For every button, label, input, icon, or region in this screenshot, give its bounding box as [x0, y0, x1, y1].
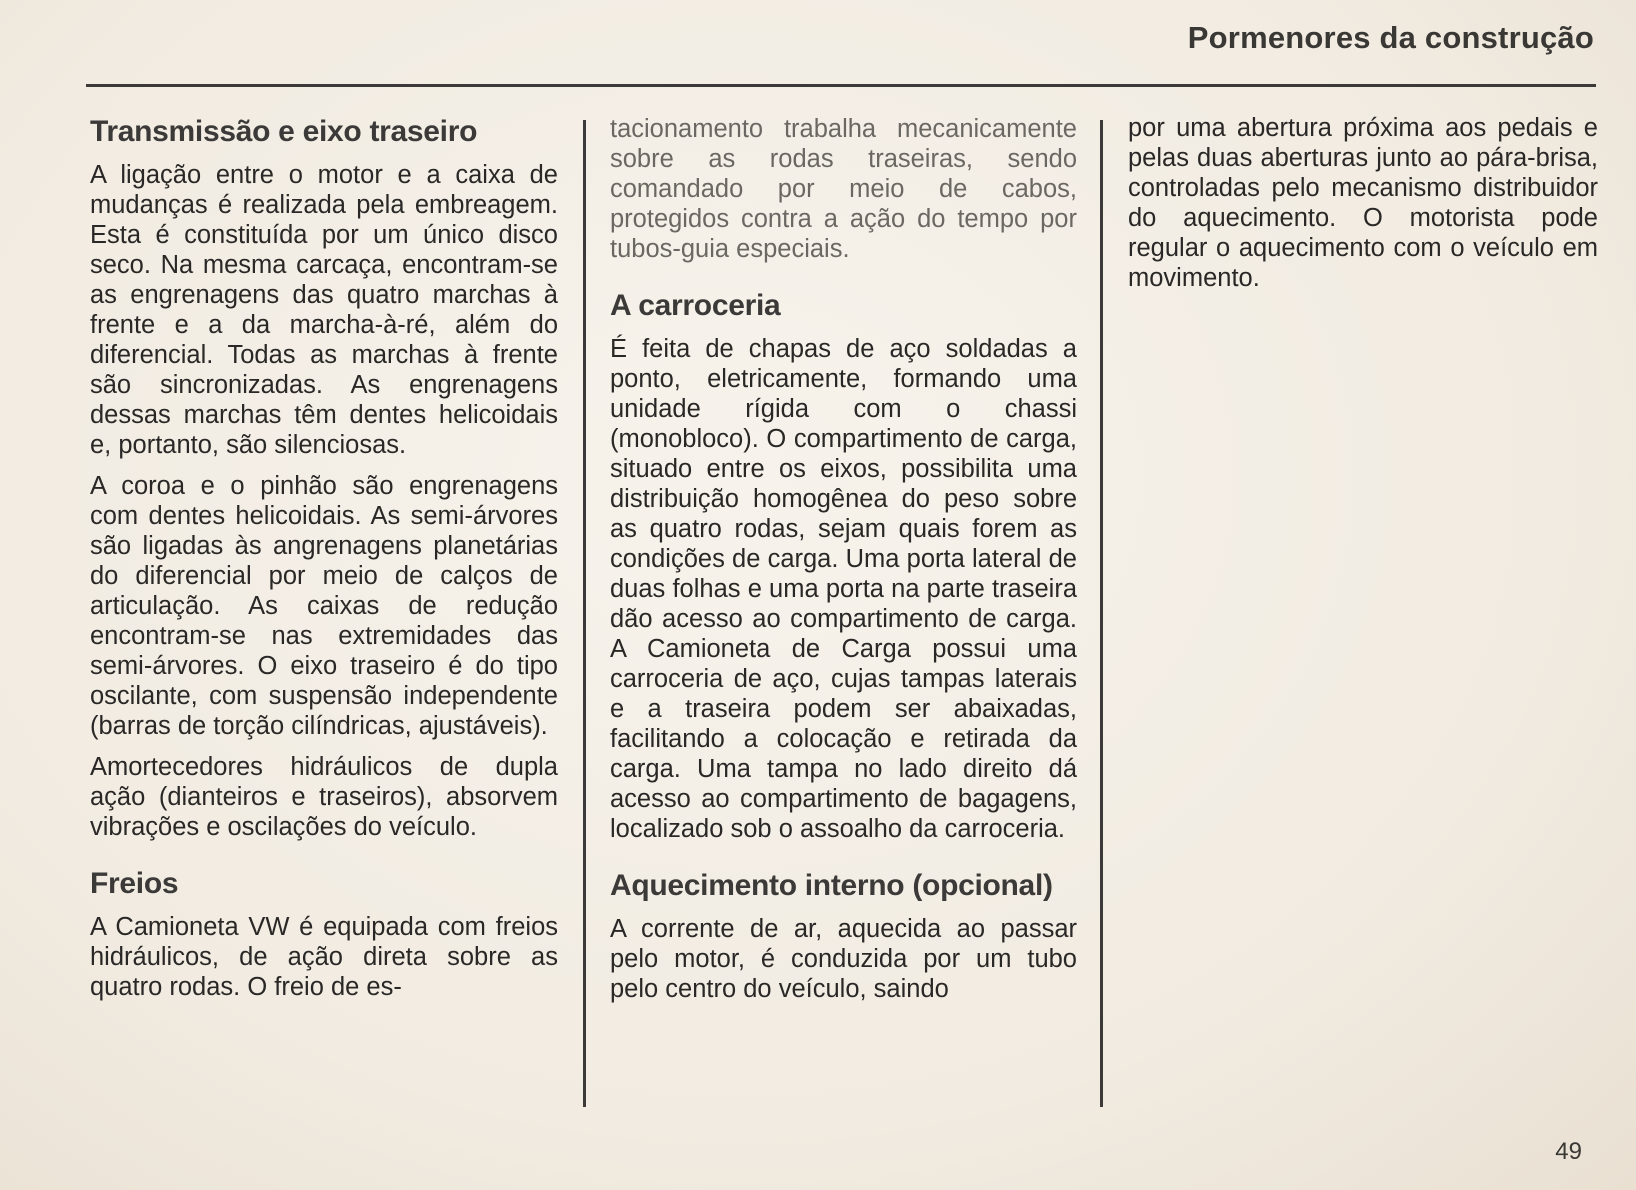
paragraph-transmissao-2: A coroa e o pinhão são engrenagens com dentes helicoidais. As semi-árvores são ligadas às angrenagens planetárias do diferencial por meio de calços de articulação. As caixas de redução encontram-se nas extremidades das semi-árvores. O eixo traseiro é do tipo oscilante, com suspensão independente (barras de torção cilíndricas, ajustáveis).: [90, 472, 558, 740]
paragraph-freios-cont: tacionamento trabalha mecanicamente sobre as rodas traseiras, sendo comandado por meio de cabos, protegidos contra a ação do tempo por tubos-guia especiais.: [610, 115, 1077, 263]
heading-carroceria: A carroceria: [610, 289, 781, 322]
paragraph-aquecimento: A corrente de ar, aquecida ao passar pelo motor, é conduzida por um tubo pelo centro do veículo, saindo: [610, 915, 1077, 1003]
page-number: 49: [1555, 1138, 1582, 1165]
header-rule: [86, 84, 1596, 87]
column-divider-right: [1100, 120, 1103, 1107]
paragraph-amortecedores: Amortecedores hidráulicos de dupla ação (dianteiros e traseiros), absorvem vibrações e oscilações do veículo.: [90, 753, 558, 841]
heading-freios: Freios: [90, 867, 179, 900]
paragraph-carroceria: É feita de chapas de aço soldadas a ponto, eletricamente, formando uma unidade rígida com o chassi (monobloco). O compartimento de carga, situado entre os eixos, possibilita uma distribuição homogênea do peso sobre as quatro rodas, sejam quais forem as condições de carga. Uma porta lateral de duas folhas e uma porta na parte traseira dão acesso ao compartimento de carga. A Camioneta de Carga possui uma carroceria de aço, cujas tampas laterais e a traseira podem ser abaixadas, facilitando a colocação e retirada da carga. Uma tampa no lado direito dá acesso ao compartimento de bagagens, localizado sob o assoalho da carroceria.: [610, 335, 1077, 843]
running-title: Pormenores da construção: [1187, 20, 1594, 55]
heading-transmissao: Transmissão e eixo traseiro: [90, 115, 478, 148]
column-right: [1128, 113, 1598, 303]
column-divider-left: [583, 120, 586, 1107]
column-left: [90, 114, 558, 1013]
paragraph-aquecimento-cont: por uma abertura próxima aos pedais e pelas duas aberturas junto ao pára-brisa, controladas pelo mecanismo distribuidor do aquecimento. O motorista pode regular o aquecimento com o veículo em movimento.: [1128, 114, 1598, 292]
heading-aquecimento: Aquecimento interno (opcional): [610, 869, 1053, 902]
paragraph-transmissao-1: A ligação entre o motor e a caixa de mudanças é realizada pela embreagem. Esta é constituída por um único disco seco. Na mesma carcaça, encontram-se as engrenagens das quatro marchas à frente e a da marcha-à-ré, além do diferencial. Todas as marchas à frente são sincronizadas. As engrenagens dessas marchas têm dentes helicoidais e, portanto, são silenciosas.: [90, 161, 558, 459]
paragraph-freios: A Camioneta VW é equipada com freios hidráulicos, de ação direta sobre as quatro rodas. O freio de es-: [90, 913, 558, 1001]
column-middle: [610, 114, 1077, 1014]
